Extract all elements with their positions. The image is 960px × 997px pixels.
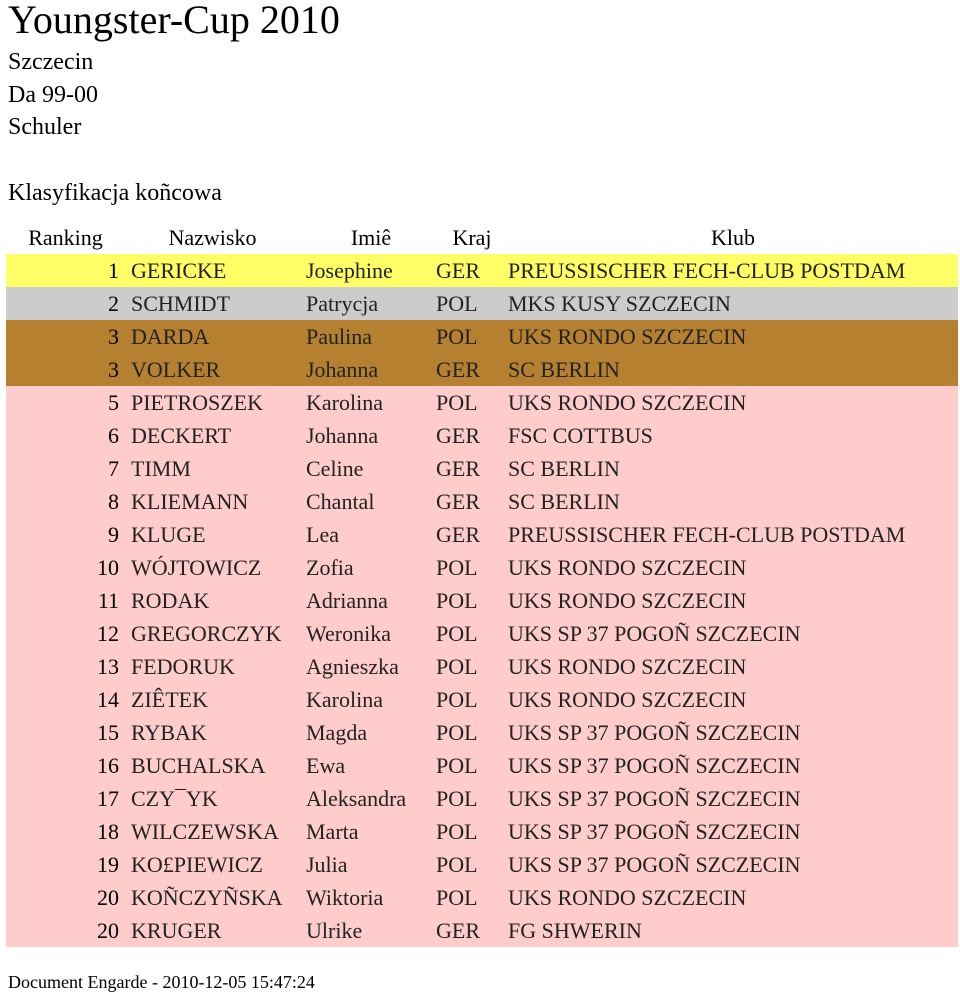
cell-country: POL xyxy=(436,753,478,778)
cell-surname: DECKERT xyxy=(131,423,232,448)
cell-country: POL xyxy=(436,324,478,349)
cell-first-name: Zofia xyxy=(306,555,354,580)
cell-club: UKS SP 37 POGOÑ SZCZECIN xyxy=(508,621,801,646)
cell-rank: 3 xyxy=(108,324,119,349)
cell-rank: 11 xyxy=(97,588,119,613)
cell-surname: BUCHALSKA xyxy=(131,753,266,778)
cell-rank: 9 xyxy=(108,522,119,547)
cell-club: UKS RONDO SZCZECIN xyxy=(508,324,747,349)
column-header-ranking: Ranking xyxy=(28,225,103,250)
cell-first-name: Chantal xyxy=(306,489,375,514)
table-row xyxy=(6,386,958,419)
cell-club: UKS SP 37 POGOÑ SZCZECIN xyxy=(508,753,801,778)
table-header-row xyxy=(6,222,958,254)
cell-rank: 8 xyxy=(108,489,119,514)
cell-country: POL xyxy=(436,588,478,613)
cell-club: PREUSSISCHER FECH-CLUB POSTDAM xyxy=(508,522,906,547)
table-row xyxy=(6,782,958,815)
cell-club: UKS SP 37 POGOÑ SZCZECIN xyxy=(508,786,801,811)
cell-surname: CZY¯YK xyxy=(131,786,218,811)
cell-club: MKS KUSY SZCZECIN xyxy=(508,291,731,316)
cell-club: UKS RONDO SZCZECIN xyxy=(508,885,747,910)
cell-surname: GREGORCZYK xyxy=(131,621,282,646)
table-row xyxy=(6,353,958,386)
cell-club: UKS SP 37 POGOÑ SZCZECIN xyxy=(508,720,801,745)
cell-first-name: Johanna xyxy=(306,423,379,448)
cell-first-name: Magda xyxy=(306,720,368,745)
table-row xyxy=(6,419,958,452)
table-row xyxy=(6,518,958,551)
cell-first-name: Marta xyxy=(306,819,359,844)
cell-country: GER xyxy=(436,423,480,448)
cell-club: UKS SP 37 POGOÑ SZCZECIN xyxy=(508,852,801,877)
cell-rank: 20 xyxy=(97,885,119,910)
cell-surname: RYBAK xyxy=(131,720,207,745)
cell-surname: WILCZEWSKA xyxy=(131,819,279,844)
cell-country: GER xyxy=(436,489,480,514)
cell-rank: 1 xyxy=(108,258,119,283)
table-row xyxy=(6,749,958,782)
cell-surname: ZIÊTEK xyxy=(131,687,208,712)
cell-country: POL xyxy=(436,654,478,679)
cell-club: UKS RONDO SZCZECIN xyxy=(508,654,747,679)
cell-first-name: Adrianna xyxy=(306,588,388,613)
cell-country: POL xyxy=(436,555,478,580)
cell-first-name: Ulrike xyxy=(306,918,363,943)
cell-country: GER xyxy=(436,357,480,382)
cell-surname: WÓJTOWICZ xyxy=(131,555,262,580)
table-row xyxy=(6,584,958,617)
cell-first-name: Julia xyxy=(306,852,348,877)
cell-club: FG SHWERIN xyxy=(508,918,642,943)
cell-rank: 2 xyxy=(108,291,119,316)
cell-country: POL xyxy=(436,786,478,811)
table-row xyxy=(6,254,958,287)
cell-country: GER xyxy=(436,258,480,283)
cell-country: POL xyxy=(436,687,478,712)
cell-club: SC BERLIN xyxy=(508,357,620,382)
cell-rank: 16 xyxy=(97,753,119,778)
cell-surname: DARDA xyxy=(131,324,210,349)
cell-surname: KOÑCZYÑSKA xyxy=(131,885,283,910)
cell-country: POL xyxy=(436,291,478,316)
cell-rank: 3 xyxy=(108,357,119,382)
column-header-first-name: Imiê xyxy=(350,225,392,250)
cell-surname: RODAK xyxy=(131,588,210,613)
cell-rank: 5 xyxy=(108,390,119,415)
cell-first-name: Patrycja xyxy=(306,291,379,316)
cell-first-name: Karolina xyxy=(306,390,383,415)
cell-surname: GERICKE xyxy=(131,258,227,283)
cell-rank: 20 xyxy=(97,918,119,943)
cell-rank: 7 xyxy=(108,456,119,481)
cell-club: SC BERLIN xyxy=(508,489,620,514)
table-row xyxy=(6,650,958,683)
cell-club: UKS RONDO SZCZECIN xyxy=(508,555,747,580)
cell-first-name: Ewa xyxy=(306,753,346,778)
cell-rank: 15 xyxy=(97,720,119,745)
cell-surname: TIMM xyxy=(131,456,191,481)
cell-club: UKS RONDO SZCZECIN xyxy=(508,687,747,712)
cell-surname: FEDORUK xyxy=(131,654,235,679)
table-row xyxy=(6,848,958,881)
cell-country: POL xyxy=(436,390,478,415)
table-row xyxy=(6,320,958,353)
cell-country: POL xyxy=(436,819,478,844)
column-header-club: Klub xyxy=(711,225,755,250)
cell-first-name: Agnieszka xyxy=(306,654,399,679)
cell-rank: 12 xyxy=(97,621,119,646)
table-row xyxy=(6,452,958,485)
table-row xyxy=(6,617,958,650)
cell-rank: 14 xyxy=(97,687,119,712)
cell-country: POL xyxy=(436,885,478,910)
table-row xyxy=(6,914,958,947)
cell-surname: KRUGER xyxy=(131,918,222,943)
cell-first-name: Wiktoria xyxy=(306,885,384,910)
cell-surname: SCHMIDT xyxy=(131,291,231,316)
cell-surname: KLUGE xyxy=(131,522,206,547)
cell-country: POL xyxy=(436,852,478,877)
cell-first-name: Josephine xyxy=(306,258,393,283)
cell-rank: 10 xyxy=(97,555,119,580)
table-row xyxy=(6,551,958,584)
cell-club: UKS SP 37 POGOÑ SZCZECIN xyxy=(508,819,801,844)
cell-rank: 17 xyxy=(97,786,119,811)
cell-country: POL xyxy=(436,720,478,745)
cell-surname: KLIEMANN xyxy=(131,489,249,514)
section-heading: Klasyfikacja koñcowa xyxy=(8,180,222,206)
cell-club: UKS RONDO SZCZECIN xyxy=(508,390,747,415)
table-row xyxy=(6,881,958,914)
event-city: Szczecin xyxy=(8,49,94,75)
document-title: Youngster-Cup 2010 xyxy=(8,0,340,42)
cell-country: GER xyxy=(436,522,480,547)
cell-country: POL xyxy=(436,621,478,646)
cell-club: FSC COTTBUS xyxy=(508,423,653,448)
cell-first-name: Paulina xyxy=(306,324,372,349)
cell-rank: 6 xyxy=(108,423,119,448)
cell-club: SC BERLIN xyxy=(508,456,620,481)
cell-first-name: Lea xyxy=(306,522,339,547)
cell-club: UKS RONDO SZCZECIN xyxy=(508,588,747,613)
cell-surname: KO£PIEWICZ xyxy=(131,852,263,877)
cell-surname: PIETROSZEK xyxy=(131,390,263,415)
cell-first-name: Celine xyxy=(306,456,364,481)
cell-rank: 13 xyxy=(97,654,119,679)
column-header-surname: Nazwisko xyxy=(168,225,257,250)
cell-first-name: Aleksandra xyxy=(306,786,407,811)
table-row xyxy=(6,815,958,848)
event-level: Schuler xyxy=(8,114,82,140)
table-row xyxy=(6,287,958,320)
cell-country: GER xyxy=(436,456,480,481)
results-body xyxy=(6,254,958,947)
cell-first-name: Johanna xyxy=(306,357,379,382)
table-row xyxy=(6,485,958,518)
cell-rank: 19 xyxy=(97,852,119,877)
table-row xyxy=(6,716,958,749)
cell-first-name: Karolina xyxy=(306,687,383,712)
cell-club: PREUSSISCHER FECH-CLUB POSTDAM xyxy=(508,258,906,283)
cell-rank: 18 xyxy=(97,819,119,844)
table-row xyxy=(6,683,958,716)
cell-first-name: Weronika xyxy=(306,621,391,646)
column-header-country: Kraj xyxy=(452,225,492,250)
footer-generated-by: Document Engarde - 2010-12-05 15:47:24 xyxy=(8,972,315,992)
cell-country: GER xyxy=(436,918,480,943)
results-table xyxy=(6,222,958,947)
cell-surname: VOLKER xyxy=(131,357,221,382)
event-category: Da 99-00 xyxy=(8,82,98,108)
